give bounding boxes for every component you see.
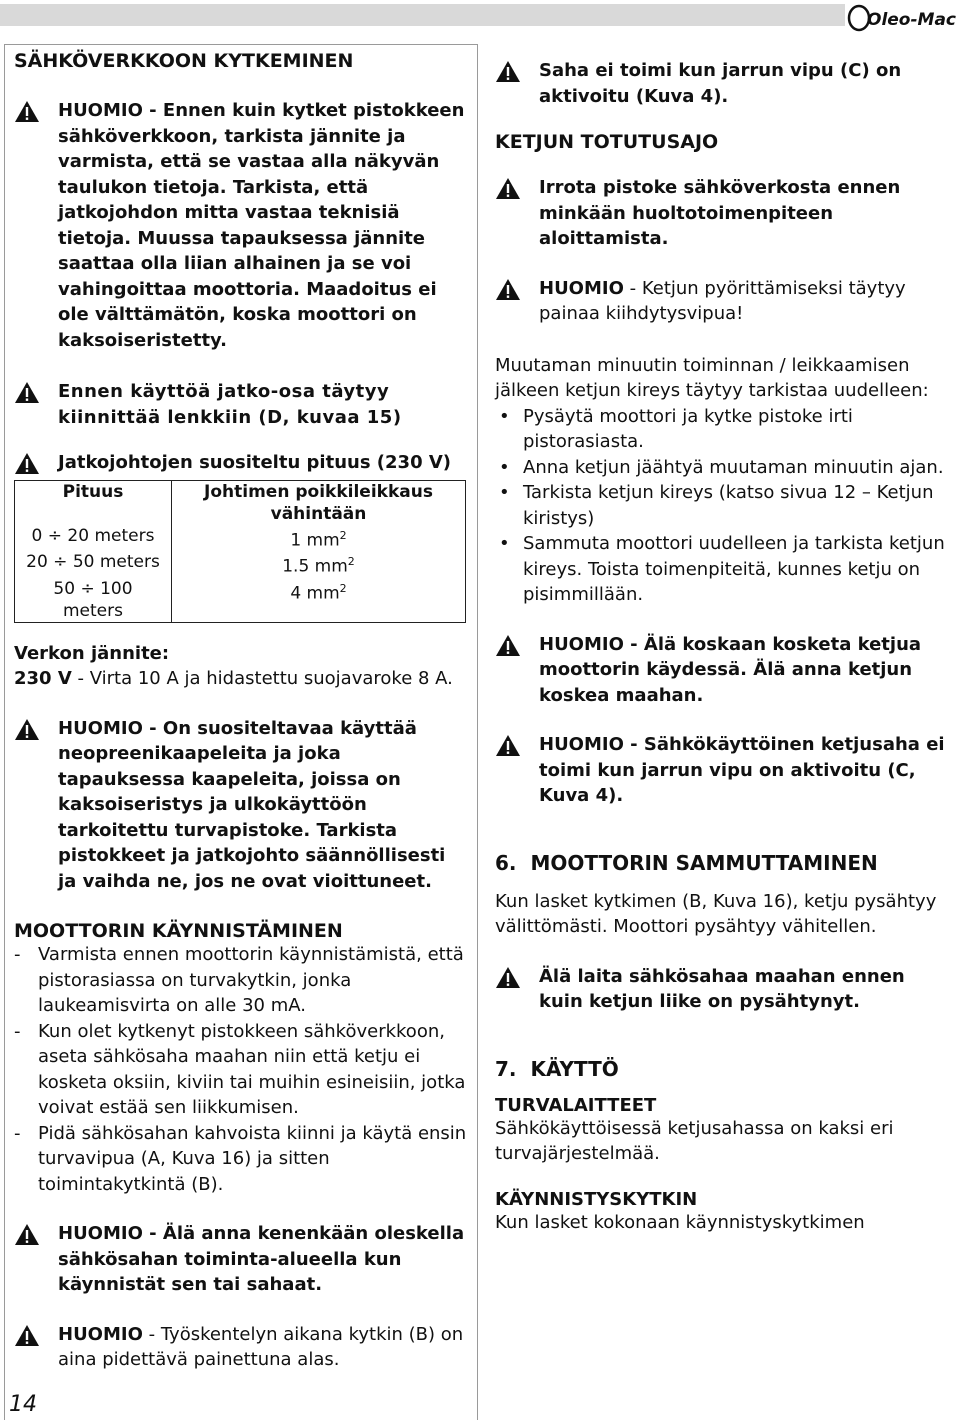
page-number: 14 [9, 1392, 37, 1417]
table-row: 50 ÷ 100 meters 4 $mm^2$ [15, 578, 466, 623]
table-row: 20 ÷ 50 meters 1.5 $mm^2$ [15, 551, 466, 578]
warning-icon [14, 381, 40, 404]
list-item: • Pysäytä moottori ja kytke pistoke irti pistorasiasta. [499, 405, 853, 452]
svg-text:Oleo-Mac: Oleo-Mac [867, 10, 957, 30]
brand-logo [845, 0, 960, 36]
left-column [14, 50, 469, 1373]
voltage-info [14, 641, 469, 692]
list-item: • Anna ketjun jäähtyä muutaman minuutin ajan. [499, 456, 944, 478]
section-title-break-in: KETJUN TOTUTUSAJO [495, 131, 719, 153]
warning-icon [495, 634, 521, 657]
start-switch-paragraph: Kun lasket kokonaan käynnistyskytkimen [495, 1211, 865, 1233]
tension-paragraph: Muutaman minuutin toiminnan / leikkaamisen jälkeen ketjun kireys täytyy tarkistaa uudelleen: [495, 354, 929, 401]
section-title-connection: SÄHKÖVERKKOON KYTKEMINEN [14, 50, 354, 72]
table-header-length: Pituus [15, 480, 172, 525]
safety-paragraph: Sähkökäyttöisessä ketjusahassa on kaksi eri turvajärjestelmää. [495, 1117, 894, 1164]
section-title-stopping: 6. MOOTTORIN SAMMUTTAMINEN [495, 850, 878, 875]
warning-bystanders: HUOMIO - Älä anna kenenkään oleskella sähkösahan toiminta-alueella kun käynnistät sen tai sahaat. [14, 1221, 469, 1298]
subsection-start-switch: KÄYNNISTYSKYTKIN [495, 1188, 698, 1210]
warning-icon [14, 718, 40, 741]
table-header-section: Johtimen poikkileikkaus vähintään [204, 481, 433, 524]
step-item: - Varmista ennen moottorin käynnistämistä, että pistorasiassa on turvakytkin, jonka laukeamisvirta on alle 30 mA. [14, 944, 464, 1017]
right-column [495, 58, 950, 1235]
warning-icon [495, 734, 521, 757]
voltage-label: Verkon jännite: [14, 642, 170, 664]
warning-voltage: HUOMIO - Ennen kuin kytket pistokkeen sähköverkkoon, tarkista jännite ja varmista, että se vastaa alla näkyvän taulukon tietoja. Tarkista, että jatkojohdon mitta vastaa teknisiä tietoja. Muussa tapauksessa jännite saattaa olla liian alhainen ja se voi vahingoittaa moottoria. Maadoitus ei ole välttämätön, koska moottori on kaksoiseristetty. [14, 98, 469, 353]
step-item: - Pidä sähkösahan kahvoista kiinni ja käytä ensin turvavipua (A, Kuva 16) ja sitten toimintakytkintä (B). [14, 1122, 467, 1195]
warning-icon [14, 1324, 40, 1347]
warning-cable-length: Jatkojohtojen suositeltu pituus (230 V) [14, 450, 469, 476]
warning-icon [495, 966, 521, 989]
warning-icon [14, 1223, 40, 1246]
section-title-starting: MOOTTORIN KÄYNNISTÄMINEN [14, 920, 343, 943]
stopping-paragraph: Kun lasket kytkimen (B, Kuva 16), ketju pysähtyy välittömästi. Moottori pysähtyy vähitellen. [495, 890, 937, 937]
warning-switch: HUOMIO - Työskentelyn aikana kytkin (B) on aina pidettävä painettuna alas. [14, 1322, 469, 1373]
subsection-safety: TURVALAITTEET [495, 1094, 657, 1116]
warning-icon [495, 60, 521, 83]
warning-icon [495, 278, 521, 301]
warning-icon [495, 177, 521, 200]
warning-put-down: Älä laita sähkösahaa maahan ennen kuin ketjun liike on pysähtynyt. [495, 964, 950, 1015]
header-bar [0, 4, 845, 26]
warning-brake: Saha ei toimi kun jarrun vipu (C) on aktivoitu (Kuva 4). [495, 58, 950, 109]
warning-extension-loop: Ennen käyttöä jatko-osa täytyy kiinnittää lenkkiin (D, kuvaa 15) [14, 379, 469, 430]
cable-table [14, 480, 466, 623]
warning-cables: HUOMIO - On suositeltavaa käyttää neopreenikaapeleita ja joka tapauksessa kaapeleita, joissa on kaksoiseristys ja ulkokäyttöön tarkoitettu turvapistoke. Tarkista pistokkeet ja jatkojohto säännöllisesti ja vaihda ne, jos ne ovat vioittuneet. [14, 716, 469, 895]
step-item: - Kun olet kytkenyt pistokkeen sähköverkkoon, aseta sähkösaha maahan niin että ketju ei kosketa oksiin, kiviin tai muihin esineisiin, jotka voivat estää sen liikkumisen. [14, 1020, 466, 1119]
list-item: • Tarkista ketjun kireys (katso sivua 12 – Ketjun kiristys) [499, 482, 934, 529]
warning-touch-chain: HUOMIO - Älä koskaan kosketa ketjua moottorin käydessä. Älä anna ketjun koskea maahan. [495, 632, 950, 709]
voltage-value: 230 V [14, 668, 72, 690]
warning-icon [14, 452, 40, 475]
table-row: 0 ÷ 20 meters 1 $mm^2$ [15, 525, 466, 552]
voltage-text: - Virta 10 A ja hidastettu suojavaroke 8 A. [71, 668, 453, 690]
warning-electric-brake: HUOMIO - Sähkökäyttöinen ketjusaha ei toimi kun jarrun vipu on aktivoitu (C, Kuva 4). [495, 732, 950, 809]
warning-unplug: Irrota pistoke sähköverkosta ennen minkään huoltotoimenpiteen aloittamista. [495, 175, 950, 252]
warning-throttle: HUOMIO - Ketjun pyörittämiseksi täytyy painaa kiihdytysvipua! [495, 276, 950, 327]
warning-icon [14, 100, 40, 123]
list-item: • Sammuta moottori uudelleen ja tarkista ketjun kireys. Toista toimenpiteitä, kunnes ketju on pisimmillään. [499, 533, 945, 605]
section-title-use: 7. KÄYTTÖ [495, 1056, 619, 1081]
